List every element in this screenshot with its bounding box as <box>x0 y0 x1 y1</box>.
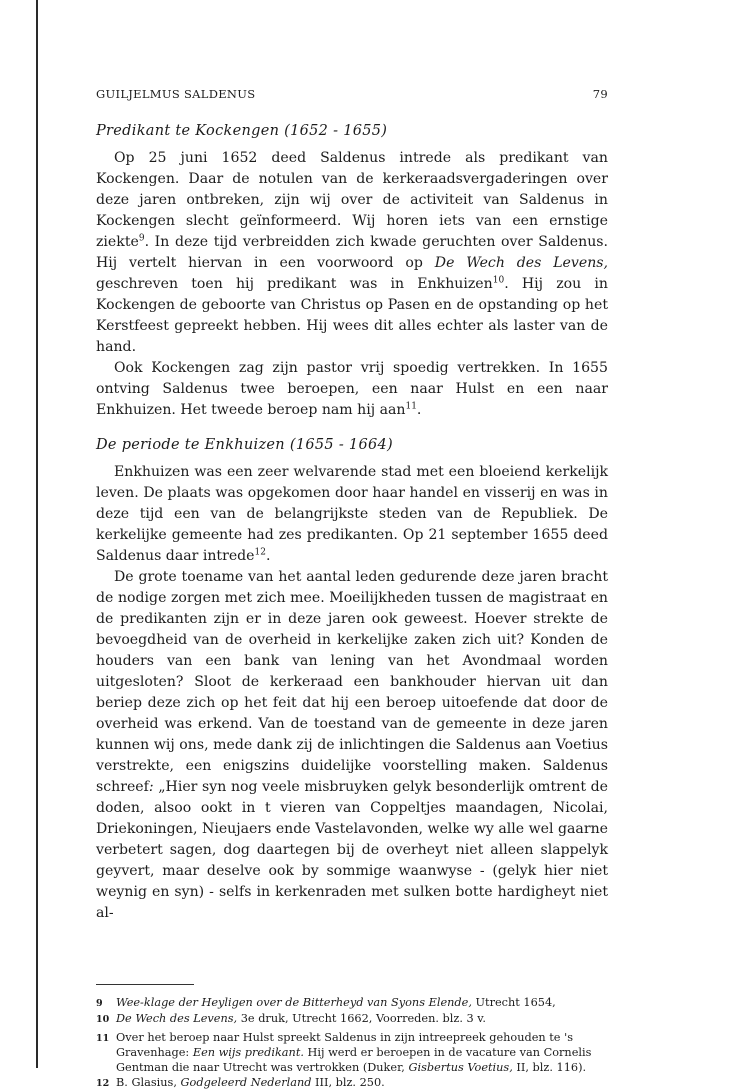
paragraph: Ook Kockengen zag zijn pastor vrij spoedig vertrekken. In 1655 ontving Saldenus twee beroepen, een naar Hulst en een naar Enkhuizen. Het tweede beroep nam hij aan$^{11}$. <box>96 360 608 418</box>
paragraph: De grote toename van het aantal leden gedurende deze jaren bracht de nodige zorgen met zich mee. Moeilijkheden tussen de magistraat en de predikanten zijn er in deze jaren ook geweest. Hoever strekte de bevoegdheid van de overheid in kerkelijke zaken zich uit? Konden de houders van een bank van lening van het Avondmaal worden uitgesloten? Sloot de kerkeraad een bankhouder hiervan uit dan beriep deze zich op het feit dat hij een beroep uitoefende dat door de overheid was erkend. Van de toestand van de gemeente in deze jaren kunnen wij ons, mede dank zij de inlichtingen die Saldenus aan Voetius verstrekte, een enigszins duidelijke voorstelling maken. Saldenus schreef: „Hier syn nog veele misbruyken gelyk besonderlijk omtrent de doden, alsoo ookt in t vieren van Coppeltjes maandagen, Nicolai, Driekoningen, Nieujaers ende Vastelavonden, welke wy alle wel gaarne verbetert sagen, dog daartegen bij de overheyt niet alleen slappelyk geyvert, maar deselve ook by sommige waanwyse - (gelyk hier niet weynig en syn) - selfs in kerkenraden met sulken botte hardigheyt niet al- <box>96 569 608 921</box>
footnote-number: 9 <box>96 998 103 1009</box>
footnote-text: B. Glasius, Godgeleerd Nederland III, blz. 250. <box>116 1076 385 1089</box>
footnote-text: Over het beroep naar Hulst spreekt Saldenus in zijn intreepreek gehouden te 's Gravenhage: Een wijs predikant. Hij werd er beroepen in de vacature van Cornelis Gentman die naar Utrecht was vertrokken (Duker, Gisbertus Voetius, II, blz. 116). <box>116 1031 592 1074</box>
running-header-title: GUILJELMUS SALDENUS <box>96 87 256 101</box>
footnote-text: De Wech des Levens, 3e druk, Utrecht 1662, Voorreden. blz. 3 v. <box>116 1012 486 1025</box>
paragraph: Enkhuizen was een zeer welvarende stad met een bloeiend kerkelijk leven. De plaats was opgekomen door haar handel en visserij en was in deze tijd een van de belangrijkste steden van de Republiek. De kerkelijke gemeente had zes predikanten. Op 21 september 1655 deed Saldenus daar intrede$^{12}$. <box>96 464 608 564</box>
footnote-item <box>96 1075 608 1091</box>
footnote-ref: 11 <box>405 401 417 412</box>
footnote-item <box>96 1011 608 1027</box>
page-number: 79 <box>592 87 608 101</box>
footnote-ref: 9 <box>138 233 145 244</box>
footnote-number: 11 <box>96 1033 110 1044</box>
footnote-number: 10 <box>96 1014 110 1025</box>
book-spine-edge <box>36 0 38 1068</box>
footnote-text: Wee-klage der Heyligen over de Bitterheyd van Syons Elende, Utrecht 1654, <box>116 996 556 1009</box>
page-content <box>96 84 608 1091</box>
footnote-item <box>96 995 608 1011</box>
footnote-divider <box>96 984 194 985</box>
footnotes <box>96 995 608 1091</box>
section-heading-kockengen: Predikant te Kockengen (1652 - 1655) <box>96 123 388 139</box>
footnote-ref: 12 <box>254 547 266 558</box>
footnote-ref: 10 <box>492 275 505 286</box>
footnote-number: 12 <box>96 1078 110 1089</box>
footnote-item <box>96 1030 608 1075</box>
book-title: De Wech des Levens, <box>434 255 608 271</box>
section-heading-enkhuizen: De periode te Enkhuizen (1655 - 1664) <box>96 437 393 453</box>
paragraph: Op 25 juni 1652 deed Saldenus intrede als predikant van Kockengen. Daar de notulen van de kerkeraadsvergaderingen over deze jaren ontbreken, zijn wij over de activiteit van Saldenus in Kockengen slecht geïnformeerd. Wij horen iets van een ernstige ziekte$^9$. In deze tijd verbreidden zich kwade geruchten over Saldenus. Hij vertelt hiervan in een voorwoord op De Wech des Levens, geschreven toen hij predikant was in Enkhuizen$^{10}$. Hij zou in Kockengen de geboorte van Christus op Pasen en de opstanding op het Kerstfeest gepreekt hebben. Hij wees dit alles echter als laster van de hand. <box>96 150 608 355</box>
running-header <box>96 84 608 105</box>
